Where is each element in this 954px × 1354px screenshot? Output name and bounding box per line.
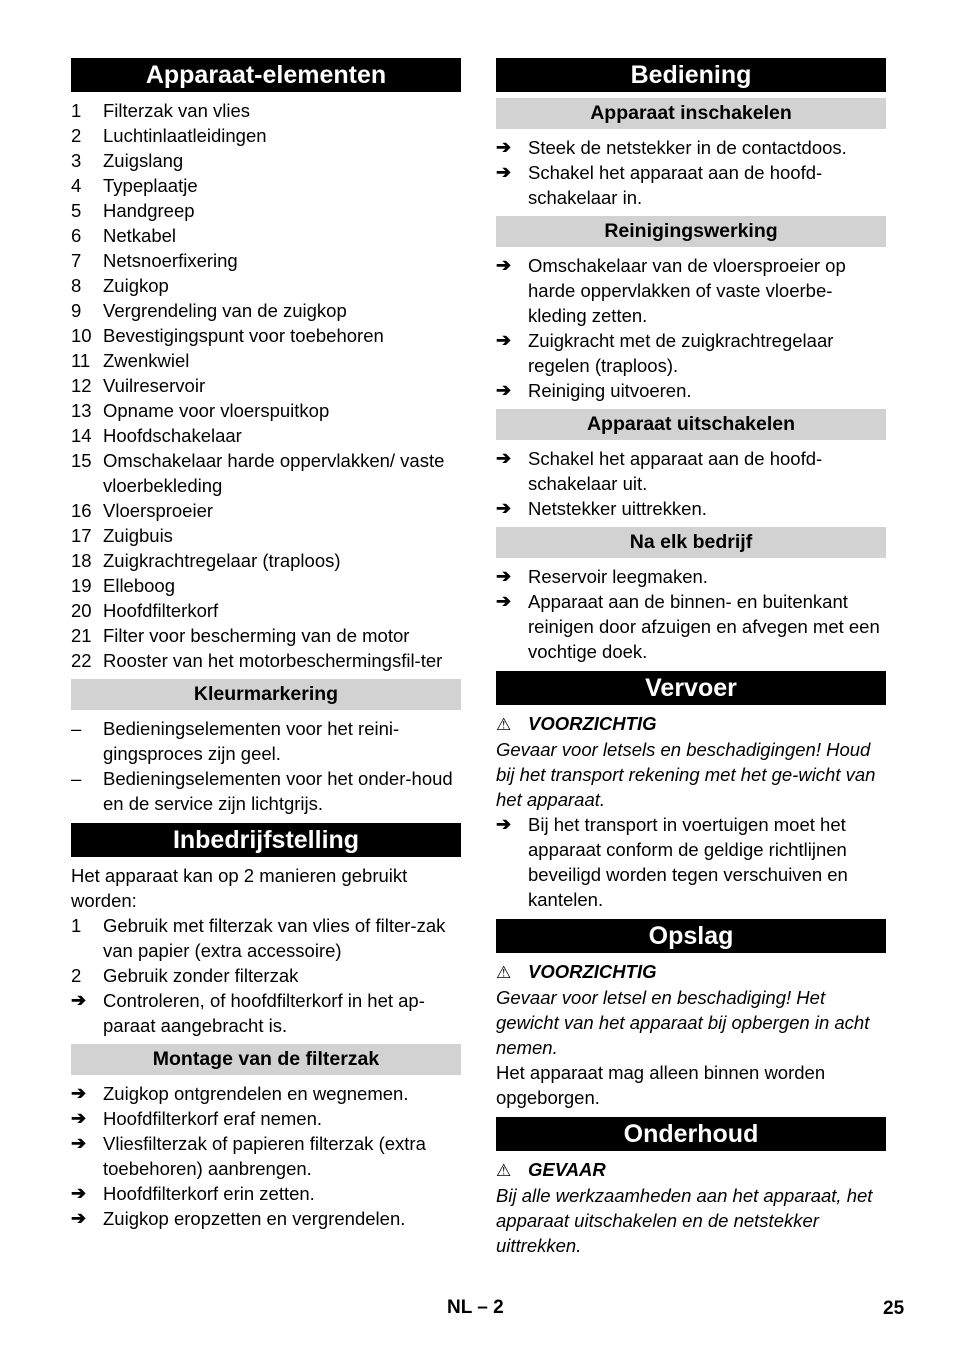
list-item-text: Zuigkrachtregelaar (traploos)	[103, 550, 341, 571]
list-marker: 19	[71, 575, 92, 596]
list-item	[71, 373, 461, 398]
section-heading-inbedrijfstelling: Inbedrijfstelling	[71, 823, 461, 857]
list-item	[496, 496, 886, 521]
list-item-text: Gebruik zonder filterzak	[103, 965, 299, 986]
subheading-montage: Montage van de filterzak	[71, 1044, 461, 1075]
footer-sep: – 2	[477, 1297, 504, 1318]
subheading-uitschakelen: Apparaat uitschakelen	[496, 409, 886, 440]
list-marker: 17	[71, 525, 92, 546]
arrow-icon: ➔	[496, 162, 512, 182]
list-item-text: Zuigbuis	[103, 525, 173, 546]
list-marker: 2	[71, 965, 82, 986]
list-item	[71, 1106, 461, 1131]
footer-lang: NL	[447, 1297, 472, 1318]
section-heading-apparaat-elementen: Apparaat-elementen	[71, 58, 461, 92]
inschakelen-list	[496, 135, 886, 210]
list-item-text: Bij het transport in voertuigen moet het apparaat conform de geldige richtlijnen beveiligd worden tegen verschuiven en kantelen.	[528, 814, 848, 910]
list-item	[71, 198, 461, 223]
montage-list	[71, 1081, 461, 1231]
list-item-text: Reservoir leegmaken.	[528, 566, 708, 587]
arrow-icon: ➔	[496, 255, 512, 275]
arrow-icon: ➔	[71, 1083, 87, 1103]
list-marker: 11	[71, 350, 91, 371]
list-item	[71, 1206, 461, 1231]
list-marker: 14	[71, 425, 92, 446]
vervoer-warning-label: VOORZICHTIG	[528, 713, 657, 734]
list-item	[71, 913, 461, 963]
list-item-text: Filterzak van vlies	[103, 100, 251, 121]
list-item-text: Zuigkop ontgrendelen en wegnemen.	[103, 1083, 409, 1104]
list-item	[71, 1131, 461, 1181]
list-marker: –	[71, 718, 82, 739]
list-item-text: Netsnoerfixering	[103, 250, 238, 271]
list-item	[496, 328, 886, 378]
section-heading-onderhoud: Onderhoud	[496, 1117, 886, 1151]
onderhoud-warning	[496, 1157, 886, 1183]
list-marker: –	[71, 768, 82, 789]
list-marker: 5	[71, 200, 82, 221]
vervoer-warning-text: Gevaar voor letsels en beschadigingen! Houd bij het transport rekening met het ge-wicht van het apparaat.	[496, 739, 876, 810]
subheading-kleurmarkering: Kleurmarkering	[71, 679, 461, 710]
list-item-text: Gebruik met filterzak van vlies of filter-zak van papier (extra accessoire)	[103, 915, 446, 961]
subheading-inschakelen: Apparaat inschakelen	[496, 98, 886, 129]
list-marker: 15	[71, 450, 92, 471]
list-item-text: Bedieningselementen voor het reini-gingsproces zijn geel.	[103, 718, 400, 764]
list-item-text: Hoofdfilterkorf	[103, 600, 219, 621]
list-item-text: Netkabel	[103, 225, 177, 246]
vervoer-warning	[496, 711, 886, 737]
list-item-text: Apparaat aan de binnen- en buitenkant reinigen door afzuigen en afvegen met een vochtige doek.	[528, 591, 880, 662]
list-marker: 13	[71, 400, 92, 421]
list-item	[496, 812, 886, 912]
page-number: 25	[883, 1298, 905, 1319]
list-marker: 1	[71, 915, 82, 936]
inbedrijf-intro: Het apparaat kan op 2 manieren gebruikt worden:	[71, 865, 408, 911]
uitschakelen-list	[496, 446, 886, 521]
arrow-icon: ➔	[496, 591, 512, 611]
list-item-text: Hoofdschakelaar	[103, 425, 242, 446]
list-item	[496, 253, 886, 328]
list-item	[71, 273, 461, 298]
list-item	[496, 564, 886, 589]
list-item	[71, 716, 461, 766]
warning-triangle-icon: ⚠	[496, 1161, 512, 1180]
list-item-text: Reiniging uitvoeren.	[528, 380, 692, 401]
list-item	[71, 173, 461, 198]
list-marker: 18	[71, 550, 92, 571]
reiniging-list	[496, 253, 886, 403]
list-marker: 16	[71, 500, 92, 521]
list-item	[71, 988, 461, 1038]
vervoer-list	[496, 812, 886, 912]
list-item	[496, 160, 886, 210]
list-item-text: Omschakelaar van de vloersproeier op harde oppervlakken of vaste vloerbe-kleding zetten.	[528, 255, 846, 326]
right-column	[496, 58, 886, 1258]
na-list	[496, 564, 886, 664]
list-item	[71, 1181, 461, 1206]
list-item-text: Netstekker uittrekken.	[528, 498, 707, 519]
list-item	[71, 223, 461, 248]
onderhoud-warning-text: Bij alle werkzaamheden aan het apparaat, het apparaat uitschakelen en de netstekker uittrekken.	[496, 1185, 873, 1256]
list-item	[71, 548, 461, 573]
list-marker: 6	[71, 225, 82, 246]
arrow-icon: ➔	[496, 448, 512, 468]
list-marker: 3	[71, 150, 82, 171]
opslag-warning-label: VOORZICHTIG	[528, 961, 657, 982]
list-marker: 10	[71, 325, 92, 346]
list-item-text: Vloersproeier	[103, 500, 214, 521]
arrow-icon: ➔	[496, 814, 512, 834]
list-item	[71, 98, 461, 123]
opslag-text: Het apparaat mag alleen binnen worden opgeborgen.	[496, 1062, 826, 1108]
list-item	[71, 648, 461, 673]
inbedrijf-list	[71, 913, 461, 1038]
subheading-na-elk-bedrijf: Na elk bedrijf	[496, 527, 886, 558]
list-item	[71, 498, 461, 523]
warning-triangle-icon: ⚠	[496, 963, 512, 982]
list-marker: 22	[71, 650, 92, 671]
list-marker: 2	[71, 125, 82, 146]
arrow-icon: ➔	[496, 498, 512, 518]
list-item	[71, 623, 461, 648]
list-item-text: Schakel het apparaat aan de hoofd-schakelaar uit.	[528, 448, 823, 494]
section-heading-opslag: Opslag	[496, 919, 886, 953]
list-marker: 1	[71, 100, 82, 121]
list-item-text: Zuigkracht met de zuigkrachtregelaar regelen (traploos).	[528, 330, 834, 376]
list-item	[71, 398, 461, 423]
opslag-warning	[496, 959, 886, 985]
list-marker: 9	[71, 300, 82, 321]
list-item	[71, 766, 461, 816]
arrow-icon: ➔	[496, 330, 512, 350]
section-heading-bediening: Bediening	[496, 58, 886, 92]
list-item	[71, 123, 461, 148]
list-item	[71, 523, 461, 548]
onderhoud-warning-label: GEVAAR	[528, 1159, 606, 1180]
list-marker: 21	[71, 625, 92, 646]
list-item-text: Filter voor bescherming van de motor	[103, 625, 410, 646]
arrow-icon: ➔	[496, 137, 512, 157]
list-item-text: Bevestigingspunt voor toebehoren	[103, 325, 384, 346]
list-item-text: Luchtinlaatleidingen	[103, 125, 267, 146]
list-marker: 20	[71, 600, 92, 621]
list-item-text: Omschakelaar harde oppervlakken/ vaste vloerbekleding	[103, 450, 445, 496]
footer-language	[447, 1297, 504, 1319]
list-item-text: Zuigkop	[103, 275, 169, 296]
arrow-icon: ➔	[71, 1108, 87, 1128]
list-item	[71, 298, 461, 323]
list-item	[71, 323, 461, 348]
list-item	[71, 598, 461, 623]
arrow-icon: ➔	[71, 1133, 87, 1153]
list-item-text: Opname voor vloerspuitkop	[103, 400, 330, 421]
list-item	[71, 248, 461, 273]
list-item	[71, 448, 461, 498]
list-marker: 12	[71, 375, 92, 396]
subheading-reiniging: Reinigingswerking	[496, 216, 886, 247]
list-item-text: Zuigkop eropzetten en vergrendelen.	[103, 1208, 406, 1229]
arrow-icon: ➔	[496, 380, 512, 400]
list-item-text: Zuigslang	[103, 150, 184, 171]
list-item	[71, 573, 461, 598]
kleur-list	[71, 716, 461, 816]
arrow-icon: ➔	[496, 566, 512, 586]
list-item-text: Hoofdfilterkorf erin zetten.	[103, 1183, 315, 1204]
list-marker: 7	[71, 250, 82, 271]
list-item-text: Controleren, of hoofdfilterkorf in het ap-paraat aangebracht is.	[103, 990, 425, 1036]
list-item	[71, 148, 461, 173]
list-item-text: Hoofdfilterkorf eraf nemen.	[103, 1108, 323, 1129]
left-column	[71, 58, 461, 1231]
list-item-text: Rooster van het motorbeschermingsfil-ter	[103, 650, 443, 671]
list-item-text: Vliesfilterzak of papieren filterzak (extra toebehoren) aanbrengen.	[103, 1133, 426, 1179]
list-item	[71, 423, 461, 448]
list-item	[496, 589, 886, 664]
list-item	[71, 963, 461, 988]
arrow-icon: ➔	[71, 1208, 87, 1228]
list-item	[71, 348, 461, 373]
list-item-text: Zwenkwiel	[103, 350, 190, 371]
arrow-icon: ➔	[71, 1183, 87, 1203]
list-marker: 4	[71, 175, 82, 196]
list-item	[496, 446, 886, 496]
list-item-text: Vergrendeling van de zuigkop	[103, 300, 347, 321]
list-item-text: Typeplaatje	[103, 175, 198, 196]
list-marker: 8	[71, 275, 82, 296]
arrow-icon: ➔	[71, 990, 87, 1010]
list-item	[71, 1081, 461, 1106]
list-item-text: Vuilreservoir	[103, 375, 206, 396]
opslag-warning-text: Gevaar voor letsel en beschadiging! Het gewicht van het apparaat bij opbergen in acht nemen.	[496, 987, 870, 1058]
list-item-text: Handgreep	[103, 200, 195, 221]
section-heading-vervoer: Vervoer	[496, 671, 886, 705]
list-item-text: Steek de netstekker in de contactdoos.	[528, 137, 847, 158]
list-item-text: Bedieningselementen voor het onder-houd en de service zijn lichtgrijs.	[103, 768, 453, 814]
elements-list	[71, 98, 461, 673]
list-item-text: Elleboog	[103, 575, 176, 596]
list-item	[496, 135, 886, 160]
list-item-text: Schakel het apparaat aan de hoofd-schakelaar in.	[528, 162, 823, 208]
warning-triangle-icon: ⚠	[496, 715, 512, 734]
list-item	[496, 378, 886, 403]
